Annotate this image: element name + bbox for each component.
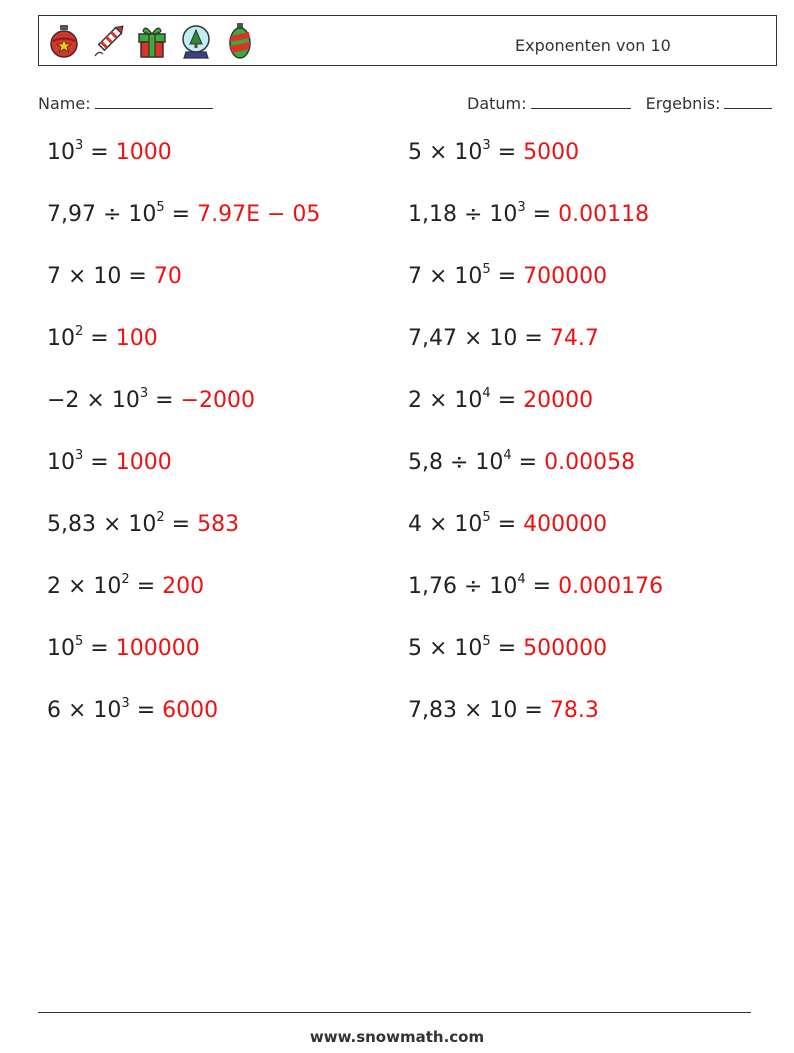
problem-row	[47, 512, 767, 556]
answer-value: 700000	[523, 264, 608, 289]
problem-expression: 5 × 10	[408, 140, 483, 165]
answer-value: 500000	[523, 636, 608, 661]
answer-value: 5000	[523, 140, 580, 165]
answer-value: 0.00118	[558, 202, 650, 227]
problem-exponent: 2	[75, 324, 84, 339]
problem-exponent: 5	[482, 634, 491, 649]
equals-sign: =	[83, 326, 116, 351]
date-label: Datum:	[467, 94, 527, 113]
problem-item	[47, 140, 172, 165]
equals-sign: =	[83, 140, 116, 165]
equals-sign: =	[83, 636, 116, 661]
problem-exponent: 4	[517, 572, 526, 587]
problem-row	[47, 264, 767, 308]
problem-exponent: 3	[482, 138, 491, 153]
problem-exponent: 3	[139, 386, 149, 401]
problem-row	[47, 450, 767, 494]
problem-exponent: 3	[75, 448, 84, 463]
problem-item	[408, 326, 599, 351]
footer-rule	[38, 1012, 751, 1013]
worksheet-title: Exponenten von 10	[515, 36, 671, 55]
answer-value: 78.3	[549, 698, 599, 723]
gift-box-icon	[135, 22, 169, 60]
equals-sign: =	[511, 450, 545, 475]
date-score-fields	[467, 94, 772, 113]
problem-expression: −2 × 10	[47, 388, 140, 413]
problem-expression: 7,47 × 10	[408, 326, 518, 351]
equals-sign: =	[148, 388, 181, 413]
equals-sign: =	[121, 264, 154, 289]
problem-item	[47, 450, 172, 475]
problem-expression: 5 × 10	[408, 636, 483, 661]
problem-expression: 10	[47, 636, 75, 661]
problem-exponent: 2	[156, 510, 165, 525]
equals-sign: =	[164, 202, 198, 227]
problem-expression: 5,8 ÷ 10	[408, 450, 504, 475]
footer-url: www.snowmath.com	[309, 1028, 485, 1046]
problem-expression: 4 × 10	[408, 512, 483, 537]
problem-expression: 6 × 10	[47, 698, 122, 723]
equals-sign: =	[517, 698, 550, 723]
name-label: Name:	[38, 94, 91, 113]
equals-sign: =	[490, 512, 524, 537]
equals-sign: =	[525, 574, 559, 599]
answer-value: 1000	[115, 140, 172, 165]
problem-expression: 7,97 ÷ 10	[47, 202, 157, 227]
problem-expression: 1,76 ÷ 10	[408, 574, 518, 599]
equals-sign: =	[490, 140, 524, 165]
striped-ornament-icon	[223, 22, 257, 60]
equals-sign: =	[490, 264, 524, 289]
problem-exponent: 3	[75, 138, 84, 153]
problem-item	[408, 574, 663, 599]
problem-exponent: 5	[482, 262, 491, 277]
problem-item	[47, 264, 182, 289]
date-line	[531, 94, 631, 109]
equals-sign: =	[490, 636, 524, 661]
problem-expression: 2 × 10	[47, 574, 122, 599]
answer-value: 7.97E − 05	[197, 202, 321, 227]
answer-value: 74.7	[549, 326, 599, 351]
answer-value: 0.000176	[558, 574, 664, 599]
problem-expression: 7 × 10	[408, 264, 483, 289]
problem-exponent: 2	[121, 572, 130, 587]
problem-expression: 7 × 10	[47, 264, 122, 289]
problem-expression: 5,83 × 10	[47, 512, 157, 537]
header-box	[38, 15, 777, 66]
equals-sign: =	[129, 698, 163, 723]
icon-strip	[47, 22, 257, 60]
problem-item	[47, 202, 320, 227]
equals-sign: =	[164, 512, 198, 537]
score-line	[724, 94, 772, 109]
name-line	[95, 94, 213, 109]
problem-item	[408, 636, 607, 661]
answer-value: 400000	[523, 512, 608, 537]
problem-exponent: 4	[503, 448, 512, 463]
answer-value: 70	[153, 264, 182, 289]
answer-value: −2000	[180, 388, 255, 413]
firework-rocket-icon	[91, 22, 125, 60]
answer-value: 100	[115, 326, 158, 351]
problem-exponent: 5	[482, 510, 491, 525]
problem-item	[47, 388, 255, 413]
score-label: Ergebnis:	[645, 94, 721, 113]
problem-expression: 1,18 ÷ 10	[408, 202, 518, 227]
problem-item	[47, 698, 218, 723]
equals-sign: =	[525, 202, 559, 227]
problem-item	[47, 326, 158, 351]
problem-row	[47, 140, 767, 184]
answer-value: 200	[162, 574, 205, 599]
problem-row	[47, 698, 767, 742]
problem-item	[47, 512, 239, 537]
problem-expression: 2 × 10	[408, 388, 483, 413]
snow-globe-icon	[179, 22, 213, 60]
problem-exponent: 4	[482, 386, 491, 401]
problem-row	[47, 636, 767, 680]
problem-item	[408, 388, 593, 413]
answer-value: 6000	[162, 698, 219, 723]
equals-sign: =	[83, 450, 116, 475]
answer-value: 0.00058	[544, 450, 636, 475]
problem-item	[47, 574, 204, 599]
problem-row	[47, 326, 767, 370]
problem-item	[408, 450, 635, 475]
answer-value: 100000	[115, 636, 200, 661]
answer-value: 1000	[115, 450, 172, 475]
answer-value: 583	[197, 512, 240, 537]
problem-row	[47, 202, 767, 246]
equals-sign: =	[129, 574, 163, 599]
problem-item	[408, 264, 607, 289]
problem-expression: 7,83 × 10	[408, 698, 518, 723]
problem-exponent: 3	[121, 696, 130, 711]
problem-expression: 10	[47, 140, 75, 165]
problem-item	[408, 698, 599, 723]
problem-exponent: 5	[75, 634, 84, 649]
problem-item	[408, 512, 607, 537]
equals-sign: =	[490, 388, 524, 413]
problem-row	[47, 574, 767, 618]
name-field	[38, 94, 213, 113]
problem-exponent: 3	[517, 200, 526, 215]
problem-expression: 10	[47, 450, 75, 475]
ornament-ball-icon	[47, 22, 81, 60]
answer-value: 20000	[523, 388, 594, 413]
problem-item	[47, 636, 200, 661]
equals-sign: =	[517, 326, 550, 351]
problem-item	[408, 202, 649, 227]
problem-exponent: 5	[156, 200, 165, 215]
problem-row	[47, 388, 767, 432]
problem-expression: 10	[47, 326, 75, 351]
problem-item	[408, 140, 579, 165]
